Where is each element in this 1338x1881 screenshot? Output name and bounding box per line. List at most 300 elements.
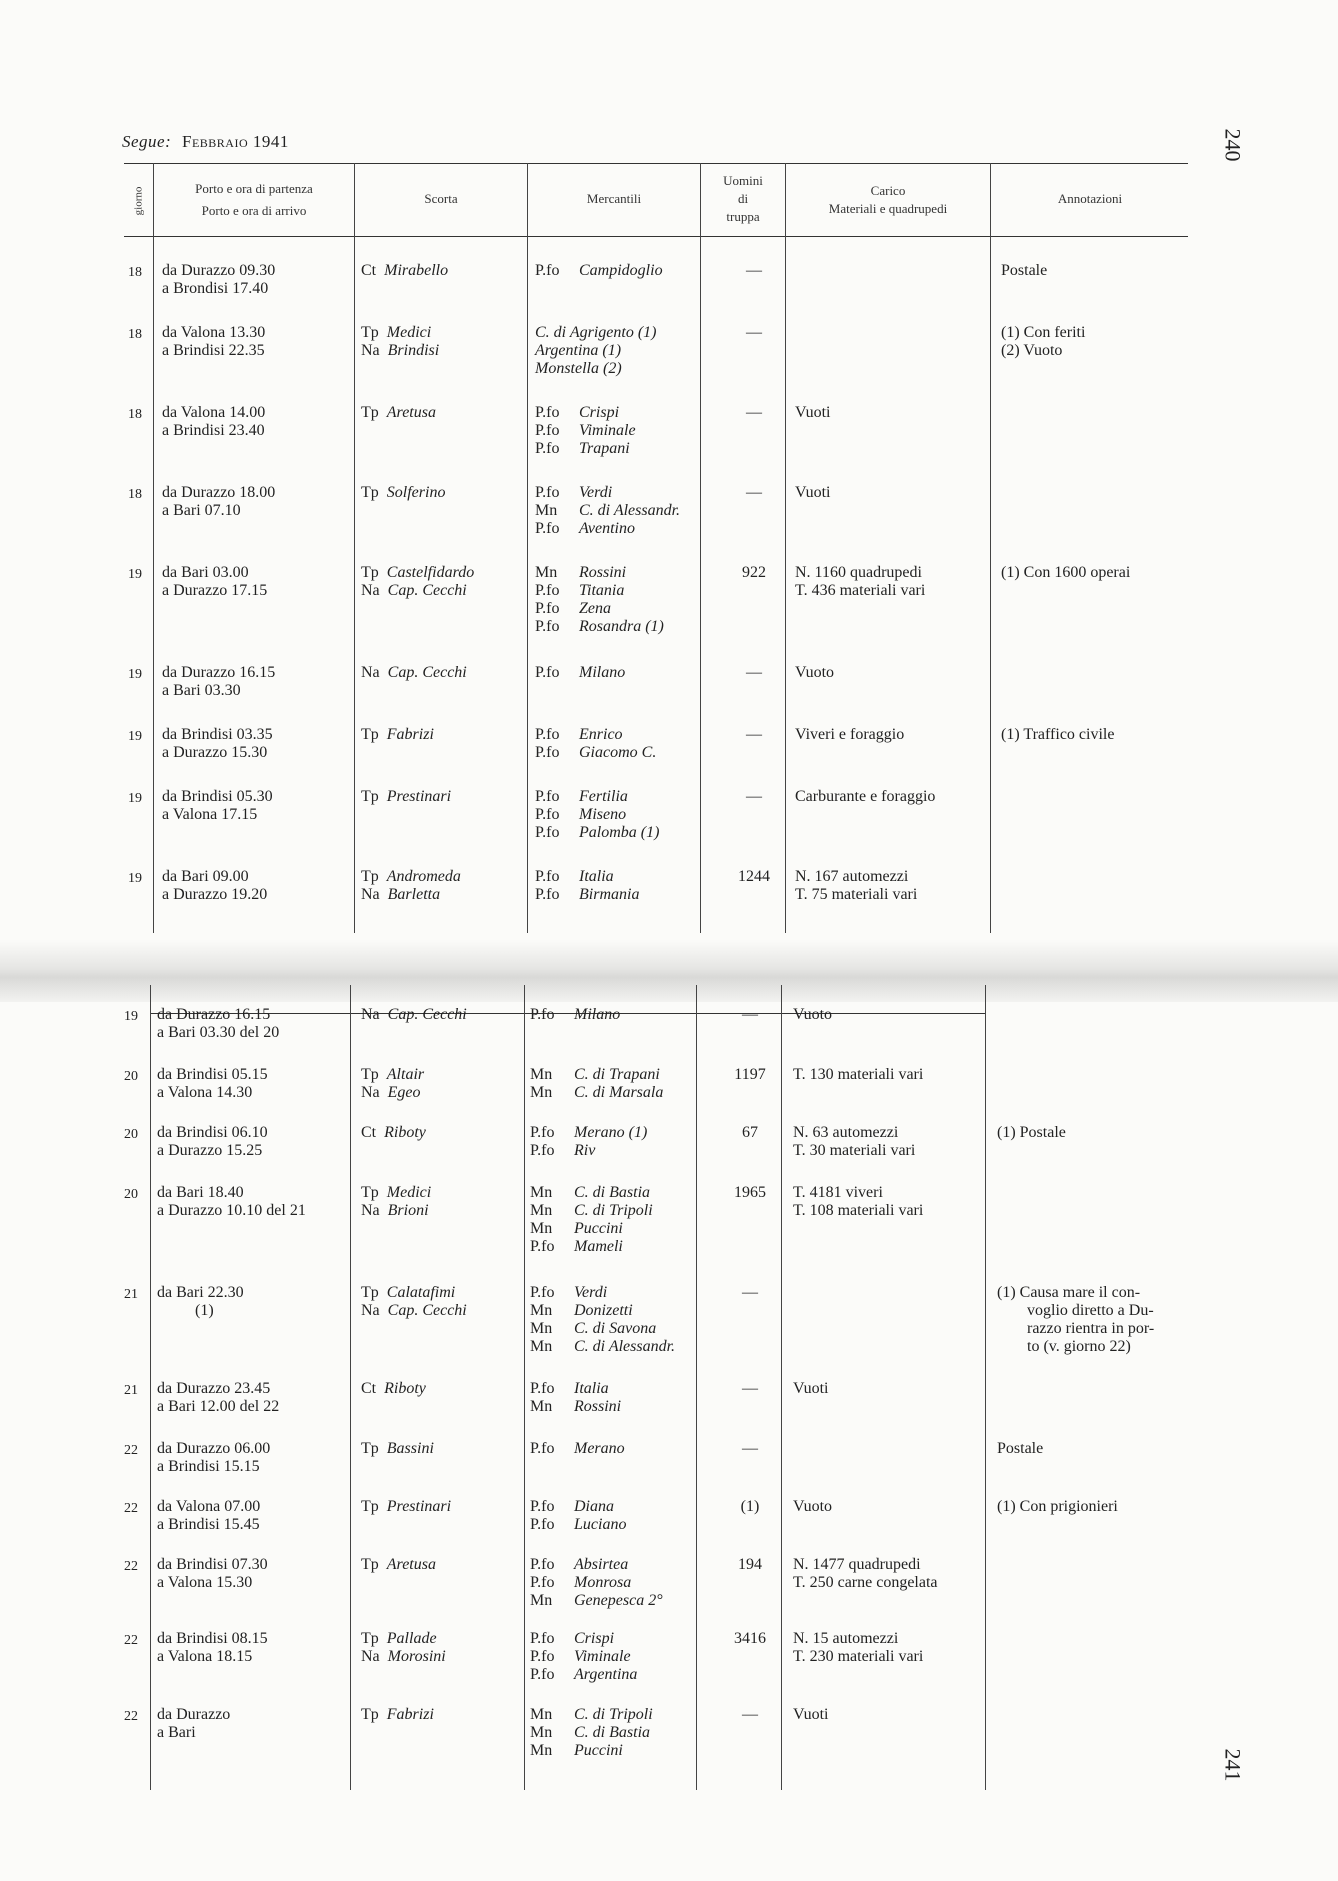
merchant-cell bbox=[530, 1630, 637, 1684]
notes-cell bbox=[997, 1284, 1154, 1356]
merchant-cell bbox=[530, 1184, 653, 1256]
col-divider bbox=[990, 163, 991, 933]
escort-cell bbox=[361, 1440, 434, 1458]
merchant-type: P.fo bbox=[530, 1498, 555, 1515]
merchant-name: Giacomo C. bbox=[579, 744, 657, 761]
merchant-line bbox=[535, 342, 656, 360]
escort-type: Na bbox=[361, 1648, 380, 1665]
escort-cell bbox=[361, 1124, 426, 1142]
port-cell bbox=[157, 1630, 268, 1666]
cargo-cell bbox=[795, 788, 935, 806]
port-cell bbox=[162, 868, 267, 904]
escort-name: Aretusa bbox=[386, 1556, 436, 1573]
col-scorta: Scorta bbox=[424, 191, 458, 206]
col-carico-2: Materiali e quadrupedi bbox=[828, 201, 948, 216]
merchant-cell bbox=[530, 1006, 620, 1024]
escort-line bbox=[361, 484, 445, 502]
cargo-line: Vuoti bbox=[793, 1380, 829, 1397]
page-number-top: 240 bbox=[1220, 128, 1246, 162]
escort-line bbox=[361, 324, 439, 342]
note-line: razzo rientra in por- bbox=[1027, 1320, 1155, 1337]
merchant-name: Merano (1) bbox=[574, 1124, 648, 1141]
port-line: a Durazzo 15.30 bbox=[162, 744, 268, 761]
escort-name: Fabrizi bbox=[386, 726, 434, 743]
troops-cell: — bbox=[746, 404, 762, 421]
col-partenza: Porto e ora di partenza bbox=[195, 181, 313, 196]
merchant-name: C. di Bastia bbox=[574, 1724, 651, 1741]
merchant-name: Palomba (1) bbox=[579, 824, 660, 841]
merchant-line bbox=[530, 1066, 663, 1084]
cargo-cell bbox=[795, 564, 925, 600]
day-cell: 19 bbox=[128, 729, 142, 744]
merchant-type: P.fo bbox=[530, 1556, 555, 1573]
escort-name: Bassini bbox=[386, 1440, 434, 1457]
merchant-name: Crispi bbox=[579, 404, 620, 421]
note-line: Postale bbox=[997, 1440, 1044, 1457]
port-line: da Brindisi 05.15 bbox=[157, 1066, 268, 1083]
merchant-name: Milano bbox=[574, 1006, 621, 1023]
port-line: a Valona 18.15 bbox=[157, 1648, 253, 1665]
merchant-cell bbox=[530, 1124, 647, 1160]
merchant-name: C. di Marsala bbox=[574, 1084, 664, 1101]
merchant-name: Puccini bbox=[574, 1742, 623, 1759]
escort-line bbox=[361, 342, 439, 360]
note-line: Postale bbox=[1001, 262, 1048, 279]
merchant-type: Mn bbox=[530, 1398, 553, 1415]
port-line: a Durazzo 15.25 bbox=[157, 1142, 263, 1159]
page-header bbox=[122, 132, 289, 152]
col-divider bbox=[696, 985, 697, 1790]
escort-cell bbox=[361, 1380, 426, 1398]
merchant-type: P.fo bbox=[530, 1630, 555, 1647]
merchant-line bbox=[530, 1284, 675, 1302]
port-cell bbox=[162, 564, 267, 600]
merchant-type: Mn bbox=[530, 1338, 553, 1355]
troops-cell: — bbox=[746, 484, 762, 501]
escort-name: Cap. Cecchi bbox=[387, 582, 467, 599]
port-line: da Brindisi 05.30 bbox=[162, 788, 273, 805]
merchant-name: Zena bbox=[579, 600, 611, 617]
merchant-name: Argentina (1) bbox=[535, 342, 622, 359]
escort-name: Morosini bbox=[387, 1648, 446, 1665]
escort-name: Prestinari bbox=[386, 1498, 452, 1515]
escort-name: Medici bbox=[386, 324, 432, 341]
day-cell: 18 bbox=[128, 327, 142, 342]
cargo-cell bbox=[793, 1556, 938, 1592]
port-cell bbox=[157, 1380, 279, 1416]
escort-line bbox=[361, 1284, 467, 1302]
merchant-cell bbox=[530, 1706, 653, 1760]
port-line: a Bari 12.00 del 22 bbox=[157, 1398, 280, 1415]
port-line: a Brindisi 23.40 bbox=[162, 422, 265, 439]
merchant-line bbox=[535, 744, 656, 762]
merchant-type: P.fo bbox=[530, 1124, 555, 1141]
merchant-cell bbox=[530, 1284, 675, 1356]
escort-cell bbox=[361, 1498, 451, 1516]
merchant-name: Absirtea bbox=[574, 1556, 629, 1573]
merchant-type: P.fo bbox=[535, 520, 560, 537]
merchant-name: Puccini bbox=[574, 1220, 623, 1237]
merchant-line bbox=[530, 1380, 621, 1398]
day-cell: 18 bbox=[128, 407, 142, 422]
troops-cell: 3416 bbox=[734, 1630, 766, 1647]
port-line: da Durazzo bbox=[157, 1706, 231, 1723]
merchant-type: P.fo bbox=[530, 1142, 555, 1159]
cargo-line: T. 250 carne congelata bbox=[793, 1574, 938, 1591]
column-header-rule bbox=[124, 236, 1188, 237]
port-line: da Brindisi 06.10 bbox=[157, 1124, 268, 1141]
merchant-type: P.fo bbox=[535, 744, 560, 761]
troops-cell: (1) bbox=[740, 1498, 760, 1515]
merchant-cell bbox=[535, 404, 636, 458]
escort-type: Ct bbox=[361, 1380, 377, 1397]
cargo-cell bbox=[793, 1066, 923, 1084]
merchant-line bbox=[530, 1630, 637, 1648]
port-cell bbox=[162, 726, 273, 762]
escort-line bbox=[361, 1498, 451, 1516]
day-cell: 19 bbox=[128, 567, 142, 582]
merchant-name: Italia bbox=[579, 868, 614, 885]
cargo-line: Vuoti bbox=[795, 484, 831, 501]
cargo-cell bbox=[793, 1380, 828, 1398]
escort-line bbox=[361, 1084, 424, 1102]
port-line: a Durazzo 19.20 bbox=[162, 886, 268, 903]
merchant-line bbox=[535, 806, 659, 824]
escort-type: Tp bbox=[361, 1440, 379, 1457]
merchant-name: C. di Tripoli bbox=[574, 1202, 653, 1219]
merchant-line bbox=[530, 1338, 675, 1356]
port-line: a Brondisi 17.40 bbox=[162, 280, 269, 297]
merchant-name: Trapani bbox=[579, 440, 630, 457]
merchant-type: Mn bbox=[530, 1220, 553, 1237]
escort-name: Cap. Cecchi bbox=[387, 1302, 467, 1319]
note-line: (1) Traffico civile bbox=[1001, 726, 1115, 743]
merchant-type: P.fo bbox=[535, 664, 560, 681]
cargo-line: N. 15 automezzi bbox=[793, 1630, 899, 1647]
escort-line bbox=[361, 1006, 467, 1024]
troops-cell: 1965 bbox=[734, 1184, 766, 1201]
merchant-cell bbox=[535, 868, 639, 904]
escort-line bbox=[361, 1380, 426, 1398]
merchant-name: Diana bbox=[574, 1498, 614, 1515]
cargo-line: Vuoto bbox=[795, 664, 835, 681]
port-line: a Valona 14.30 bbox=[157, 1084, 253, 1101]
escort-cell bbox=[361, 1630, 446, 1666]
merchant-type: P.fo bbox=[530, 1574, 555, 1591]
merchant-line bbox=[535, 824, 659, 842]
merchant-line bbox=[530, 1498, 626, 1516]
escort-name: Altair bbox=[386, 1066, 425, 1083]
escort-line bbox=[361, 1302, 467, 1320]
port-line: a Brindisi 15.15 bbox=[157, 1458, 260, 1475]
merchant-type: P.fo bbox=[535, 484, 560, 501]
merchant-line bbox=[530, 1706, 653, 1724]
merchant-type: P.fo bbox=[535, 886, 560, 903]
escort-line bbox=[361, 1066, 424, 1084]
merchant-name: Fertilia bbox=[579, 788, 628, 805]
col-divider bbox=[350, 985, 351, 1790]
troops-cell: 922 bbox=[742, 564, 766, 581]
escort-line bbox=[361, 726, 434, 744]
port-line: da Durazzo 09.30 bbox=[162, 262, 276, 279]
merchant-line bbox=[535, 664, 625, 682]
port-cell bbox=[157, 1184, 306, 1220]
note-line: (1) Con prigionieri bbox=[997, 1498, 1118, 1515]
day-cell: 19 bbox=[124, 1009, 138, 1024]
cargo-cell bbox=[793, 1498, 832, 1516]
escort-cell bbox=[361, 726, 434, 744]
merchant-line bbox=[530, 1556, 663, 1574]
notes-cell bbox=[1001, 564, 1130, 582]
escort-cell bbox=[361, 484, 445, 502]
col-mercantili: Mercantili bbox=[586, 191, 642, 206]
escort-type: Tp bbox=[361, 324, 379, 341]
port-line: da Bari 18.40 bbox=[157, 1184, 244, 1201]
day-cell: 18 bbox=[128, 265, 142, 280]
troops-cell: 1197 bbox=[734, 1066, 766, 1083]
merchant-name: Mameli bbox=[574, 1238, 623, 1255]
port-cell bbox=[157, 1556, 268, 1592]
day-cell: 20 bbox=[124, 1187, 138, 1202]
escort-type: Tp bbox=[361, 726, 379, 743]
merchant-type: P.fo bbox=[535, 600, 560, 617]
escort-line bbox=[361, 404, 436, 422]
merchant-name: Milano bbox=[579, 664, 626, 681]
merchant-name: C. di Savona bbox=[574, 1320, 657, 1337]
day-cell: 21 bbox=[124, 1287, 138, 1302]
page-number-bottom: 241 bbox=[1220, 1748, 1246, 1782]
troops-cell: — bbox=[742, 1380, 758, 1397]
header-rule bbox=[124, 163, 1188, 164]
notes-cell bbox=[1001, 324, 1085, 360]
merchant-cell bbox=[535, 324, 656, 378]
col-divider bbox=[153, 163, 154, 933]
segue-label: Segue: bbox=[122, 132, 172, 151]
merchant-type: P.fo bbox=[530, 1380, 555, 1397]
escort-type: Tp bbox=[361, 1556, 379, 1573]
month-label: Febbraio 1941 bbox=[182, 132, 289, 151]
merchant-type: P.fo bbox=[535, 618, 560, 635]
merchant-type: Mn bbox=[530, 1724, 553, 1741]
note-line: (1) Postale bbox=[997, 1124, 1066, 1141]
cargo-cell bbox=[795, 484, 830, 502]
notes-cell bbox=[997, 1440, 1043, 1458]
merchant-name: Monrosa bbox=[574, 1574, 632, 1591]
merchant-type: Mn bbox=[535, 502, 558, 519]
merchant-cell bbox=[535, 788, 659, 842]
merchant-line bbox=[535, 520, 680, 538]
merchant-type: P.fo bbox=[535, 824, 560, 841]
escort-line bbox=[361, 564, 474, 582]
escort-type: Na bbox=[361, 1202, 380, 1219]
escort-line bbox=[361, 1706, 434, 1724]
escort-cell bbox=[361, 262, 448, 280]
escort-type: Tp bbox=[361, 1498, 379, 1515]
port-line: da Bari 22.30 bbox=[157, 1284, 244, 1301]
port-cell bbox=[157, 1124, 268, 1160]
troops-cell: — bbox=[742, 1284, 758, 1301]
cargo-line: N. 1477 quadrupedi bbox=[793, 1556, 921, 1573]
merchant-type: P.fo bbox=[535, 422, 560, 439]
merchant-type: P.fo bbox=[535, 788, 560, 805]
escort-name: Fabrizi bbox=[386, 1706, 434, 1723]
escort-name: Pallade bbox=[386, 1630, 437, 1647]
escort-name: Calatafimi bbox=[386, 1284, 456, 1301]
merchant-line bbox=[530, 1320, 675, 1338]
cargo-line: T. 130 materiali vari bbox=[793, 1066, 924, 1083]
escort-line bbox=[361, 886, 461, 904]
merchant-name: C. di Tripoli bbox=[574, 1706, 653, 1723]
escort-type: Tp bbox=[361, 1630, 379, 1647]
day-cell: 22 bbox=[124, 1559, 138, 1574]
merchant-line bbox=[535, 618, 664, 636]
merchant-line bbox=[535, 360, 656, 378]
merchant-name: C. di Trapani bbox=[574, 1066, 660, 1083]
merchant-name: Rosandra (1) bbox=[579, 618, 664, 635]
merchant-line bbox=[535, 484, 680, 502]
merchant-line bbox=[530, 1574, 663, 1592]
merchant-cell bbox=[535, 262, 663, 280]
escort-line bbox=[361, 262, 448, 280]
escort-line bbox=[361, 788, 451, 806]
merchant-line bbox=[535, 502, 680, 520]
escort-name: Andromeda bbox=[386, 868, 461, 885]
port-cell bbox=[157, 1706, 230, 1742]
port-cell bbox=[162, 788, 273, 824]
merchant-line bbox=[535, 582, 664, 600]
port-line: a Valona 17.15 bbox=[162, 806, 258, 823]
merchant-line bbox=[530, 1142, 647, 1160]
troops-cell: — bbox=[742, 1006, 758, 1023]
port-cell bbox=[162, 484, 275, 520]
escort-line bbox=[361, 1202, 431, 1220]
col-uomini-3: truppa bbox=[726, 209, 760, 224]
troops-cell: 67 bbox=[742, 1124, 758, 1141]
escort-type: Tp bbox=[361, 484, 379, 501]
escort-type: Ct bbox=[361, 262, 377, 279]
escort-cell bbox=[361, 564, 474, 600]
merchant-name: C. di Agrigento (1) bbox=[535, 324, 657, 341]
merchant-type: P.fo bbox=[530, 1006, 555, 1023]
merchant-cell bbox=[535, 726, 656, 762]
escort-type: Tp bbox=[361, 868, 379, 885]
col-divider bbox=[527, 163, 528, 933]
col-uomini bbox=[702, 172, 784, 226]
note-line: (1) Con feriti bbox=[1001, 324, 1086, 341]
merchant-name: Luciano bbox=[574, 1516, 627, 1533]
merchant-type: P.fo bbox=[530, 1440, 555, 1457]
merchant-line bbox=[530, 1006, 620, 1024]
merchant-line bbox=[535, 600, 664, 618]
col-annotazioni: Annotazioni bbox=[1057, 191, 1123, 206]
merchant-cell bbox=[530, 1380, 621, 1416]
cargo-cell bbox=[793, 1124, 915, 1160]
escort-name: Egeo bbox=[387, 1084, 421, 1101]
escort-name: Aretusa bbox=[386, 404, 436, 421]
merchant-cell bbox=[530, 1498, 626, 1534]
escort-cell bbox=[361, 1184, 431, 1220]
escort-cell bbox=[361, 404, 436, 422]
troops-cell: — bbox=[746, 324, 762, 341]
day-cell: 19 bbox=[128, 791, 142, 806]
cargo-line: N. 1160 quadrupedi bbox=[795, 564, 922, 581]
merchant-line bbox=[535, 404, 636, 422]
day-cell: 20 bbox=[124, 1069, 138, 1084]
escort-type: Na bbox=[361, 582, 380, 599]
cargo-line: Carburante e foraggio bbox=[795, 788, 936, 805]
escort-name: Mirabello bbox=[384, 262, 449, 279]
merchant-line bbox=[530, 1202, 653, 1220]
merchant-cell bbox=[530, 1440, 625, 1458]
escort-line bbox=[361, 582, 474, 600]
merchant-type: P.fo bbox=[530, 1648, 555, 1665]
col-divider bbox=[354, 163, 355, 933]
escort-type: Tp bbox=[361, 1284, 379, 1301]
col-divider bbox=[781, 985, 782, 1790]
port-cell bbox=[157, 1440, 270, 1476]
day-cell: 18 bbox=[128, 487, 142, 502]
escort-name: Prestinari bbox=[386, 788, 452, 805]
col-carico bbox=[787, 182, 989, 218]
day-cell: 22 bbox=[124, 1443, 138, 1458]
escort-name: Riboty bbox=[384, 1380, 426, 1397]
day-cell: 22 bbox=[124, 1501, 138, 1516]
merchant-name: Italia bbox=[574, 1380, 609, 1397]
merchant-line bbox=[535, 726, 656, 744]
cargo-line: T. 230 materiali vari bbox=[793, 1648, 924, 1665]
port-line: da Durazzo 18.00 bbox=[162, 484, 276, 501]
col-carico-1: Carico bbox=[870, 183, 906, 198]
note-line: (1) Causa mare il con- bbox=[997, 1284, 1141, 1301]
merchant-type: P.fo bbox=[535, 806, 560, 823]
cargo-cell bbox=[793, 1706, 828, 1724]
day-cell: 19 bbox=[128, 871, 142, 886]
merchant-name: Genepesca 2° bbox=[574, 1592, 663, 1609]
escort-cell bbox=[361, 1284, 467, 1320]
port-line: a Valona 15.30 bbox=[157, 1574, 253, 1591]
merchant-type: P.fo bbox=[535, 582, 560, 599]
escort-cell bbox=[361, 664, 467, 682]
cargo-line: Vuoto bbox=[793, 1498, 833, 1515]
troops-cell: — bbox=[746, 726, 762, 743]
merchant-line bbox=[530, 1084, 663, 1102]
note-line: to (v. giorno 22) bbox=[1027, 1338, 1131, 1355]
troops-cell: — bbox=[742, 1706, 758, 1723]
escort-line bbox=[361, 1440, 434, 1458]
escort-name: Medici bbox=[386, 1184, 432, 1201]
col-divider bbox=[524, 985, 525, 1790]
merchant-name: Riv bbox=[574, 1142, 596, 1159]
day-cell: 22 bbox=[124, 1709, 138, 1724]
note-line: (2) Vuoto bbox=[1001, 342, 1063, 359]
port-line: da Valona 13.30 bbox=[162, 324, 266, 341]
escort-name: Brioni bbox=[387, 1202, 429, 1219]
merchant-type: Mn bbox=[530, 1084, 553, 1101]
merchant-type: Mn bbox=[530, 1706, 553, 1723]
cargo-line: N. 167 automezzi bbox=[795, 868, 909, 885]
port-cell bbox=[162, 404, 265, 440]
troops-cell: 194 bbox=[738, 1556, 762, 1573]
cargo-line: Viveri e foraggio bbox=[795, 726, 905, 743]
merchant-name: Monstella (2) bbox=[535, 360, 622, 377]
col-divider bbox=[700, 163, 701, 933]
cargo-line: T. 75 materiali vari bbox=[795, 886, 918, 903]
port-cell bbox=[157, 1006, 279, 1042]
escort-line bbox=[361, 868, 461, 886]
cargo-line: T. 436 materiali vari bbox=[795, 582, 926, 599]
port-cell bbox=[157, 1498, 260, 1534]
merchant-line bbox=[530, 1516, 626, 1534]
